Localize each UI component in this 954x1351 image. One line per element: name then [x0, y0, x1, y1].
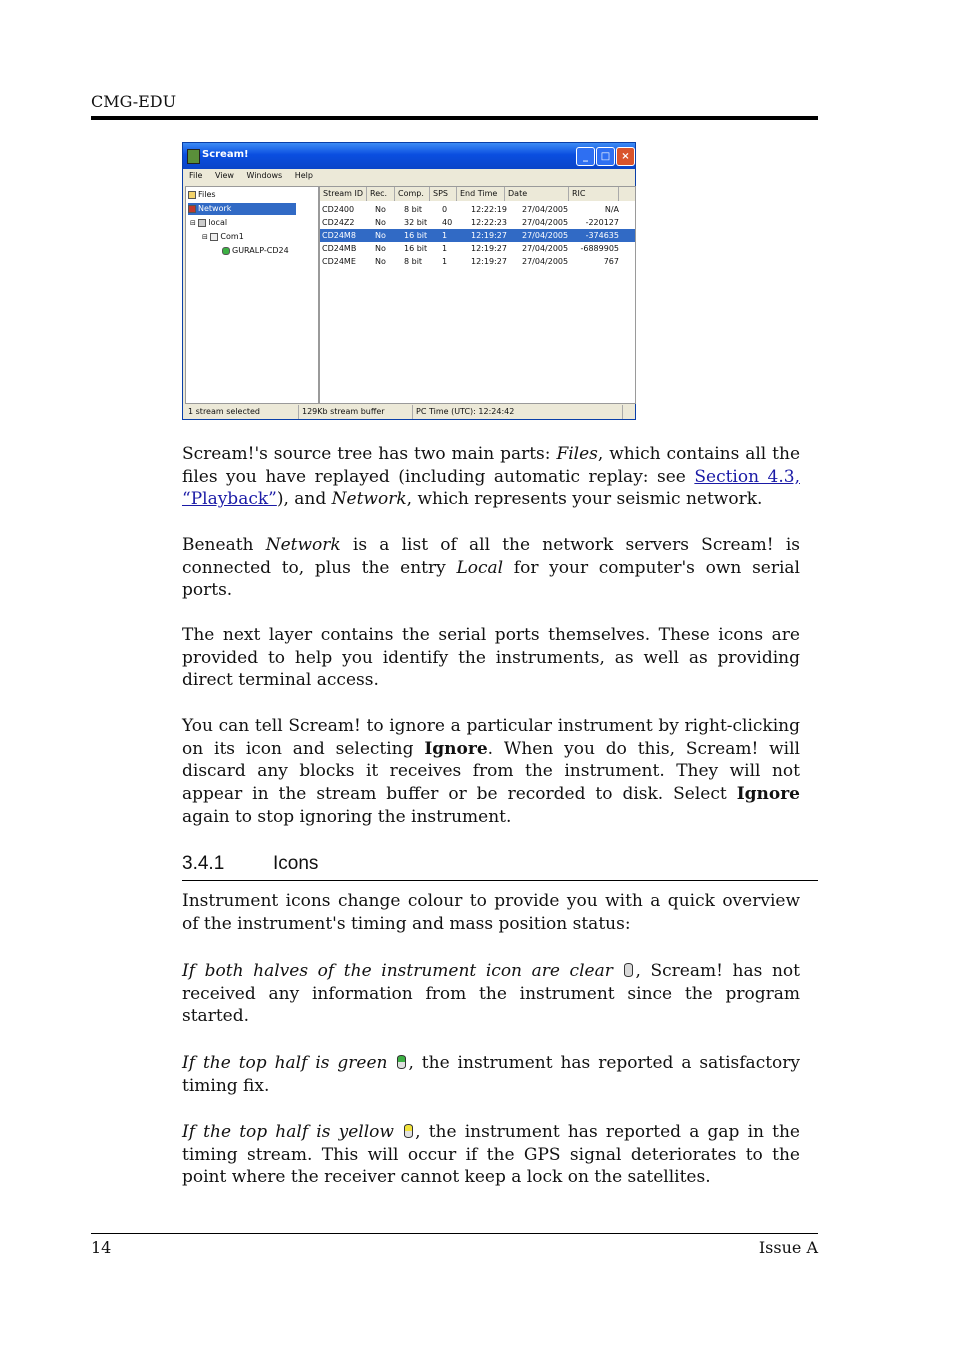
- menu-file: File: [189, 171, 203, 180]
- table-cell: No: [375, 205, 386, 214]
- table-cell: 12:19:27: [471, 257, 507, 266]
- col-end-time: End Time: [457, 187, 505, 201]
- p4-ignore-2: Ignore: [736, 784, 800, 805]
- table-cell: CD24M8: [322, 231, 356, 240]
- table-cell: 16 bit: [404, 231, 428, 240]
- instrument-icon: [222, 247, 230, 255]
- p4-text-b: . When you do this, Scream! will discard any blocks it receives from the instrument. They will not appear in the stream buffer or be recorded to disk. Select: [182, 738, 800, 805]
- p2-network: Network: [265, 535, 341, 555]
- source-tree: [185, 186, 319, 404]
- minimize-icon: _: [576, 147, 595, 166]
- tree-item-files: [188, 189, 216, 201]
- paragraph-clear-icon: [182, 960, 800, 1028]
- p1-network: Network: [331, 489, 407, 510]
- status-bar: [183, 405, 635, 419]
- p6-italic: If both halves of the instrument icon are clear: [182, 961, 613, 981]
- col-sps: SPS: [430, 187, 457, 201]
- p1-files: Files: [556, 444, 598, 464]
- p4-text-c: again to stop ignoring the instrument.: [182, 806, 512, 827]
- table-cell: 767: [603, 257, 619, 266]
- paragraph-ignore: [182, 715, 800, 829]
- tree-label-files: Files: [198, 190, 216, 199]
- menu-view: View: [214, 171, 234, 180]
- table-cell: -220127: [585, 218, 619, 227]
- table-cell: CD24Z2: [322, 218, 355, 227]
- issue-label: Issue A: [758, 1238, 818, 1257]
- table-cell: 27/04/2005: [522, 257, 569, 266]
- tree-label-com1: Com1: [220, 232, 244, 241]
- paragraph-green-icon: [182, 1052, 800, 1097]
- table-cell: 40: [442, 218, 453, 227]
- section-rule: [182, 880, 818, 881]
- table-cell: 0: [442, 205, 448, 214]
- p8-text: , the instrument has reported a gap in the timing stream. This will occur if the GPS signal deteriorates to the point where the receiver cannot keep a lock on the satellites.: [182, 1122, 800, 1188]
- table-cell: CD24MB: [322, 244, 357, 253]
- tree-label-instrument: GURALP-CD24: [232, 246, 289, 255]
- table-cell: 1: [442, 231, 448, 240]
- footer-rule: [91, 1233, 818, 1234]
- stream-list-header: [320, 187, 635, 201]
- menu-windows: Windows: [246, 171, 283, 180]
- page-number: 14: [91, 1238, 112, 1257]
- status-selection: 1 stream selected: [185, 405, 299, 419]
- tree-item-instrument: [222, 245, 289, 257]
- table-cell: 12:22:19: [471, 205, 507, 214]
- table-cell: 1: [442, 257, 448, 266]
- table-cell: 1: [442, 244, 448, 253]
- col-rec: Rec.: [367, 187, 395, 201]
- p6-text: , Scream! has not received any information from the instrument since the program started.: [182, 961, 800, 1027]
- tree-label-local: local: [208, 218, 228, 227]
- yellow-instrument-icon: [404, 1124, 413, 1138]
- status-buffer: 129Kb stream buffer: [299, 405, 413, 419]
- tree-item-com1: [202, 231, 244, 243]
- p2-text-b: is a list of all the network servers Scream! is connected to, plus the entry: [182, 535, 800, 578]
- table-cell: -6889905: [580, 244, 619, 253]
- p7-italic: If the top half is green: [182, 1053, 388, 1073]
- table-cell: 27/04/2005: [522, 244, 569, 253]
- p2-text-c: for your computer's own serial ports.: [182, 557, 800, 601]
- table-cell: 8 bit: [404, 257, 423, 266]
- table-cell: -374635: [585, 231, 619, 240]
- section-title: Icons: [273, 853, 319, 874]
- table-cell: 27/04/2005: [522, 205, 569, 214]
- table-cell: 32 bit: [404, 218, 428, 227]
- table-cell: No: [375, 244, 386, 253]
- tree-label-network: Network: [198, 204, 232, 213]
- table-cell: CD2400: [322, 205, 355, 214]
- table-row: [320, 229, 635, 242]
- serial-port-icon: [210, 233, 218, 241]
- green-instrument-icon: [397, 1055, 406, 1069]
- computer-icon: [198, 219, 206, 227]
- table-cell: 12:22:23: [471, 218, 507, 227]
- p2-text-a: Beneath: [182, 535, 266, 555]
- table-cell: 16 bit: [404, 244, 428, 253]
- table-cell: No: [375, 218, 386, 227]
- p1-text-d: , which represents your seismic network.: [406, 489, 763, 510]
- section-number: 3.4.1: [182, 853, 225, 874]
- table-cell: 12:19:27: [471, 231, 507, 240]
- section-heading: [182, 853, 318, 875]
- p4-text-a: You can tell Scream! to ignore a particular instrument by right-clicking on its icon and selecting: [182, 716, 800, 759]
- network-icon: [188, 205, 196, 213]
- header-rule: [91, 116, 818, 120]
- menu-bar: [183, 169, 635, 183]
- table-cell: No: [375, 257, 386, 266]
- table-row: [320, 242, 635, 255]
- paragraph-icons-intro: Instrument icons change colour to provide you with a quick overview of the instrument's timing and mass position status:: [182, 891, 800, 934]
- table-row: [320, 216, 635, 229]
- p4-ignore-1: Ignore: [424, 738, 488, 759]
- clear-instrument-icon: [624, 963, 633, 977]
- menu-help: Help: [294, 171, 313, 180]
- paragraph-serial-ports: The next layer contains the serial ports themselves. These icons are provided to help you identify the instruments, as well as providing direct terminal access.: [182, 625, 800, 691]
- scream-window-screenshot: [182, 142, 636, 420]
- table-cell: 8 bit: [404, 205, 423, 214]
- table-cell: 27/04/2005: [522, 231, 569, 240]
- table-row: [320, 203, 635, 216]
- tree-item-network: [188, 203, 296, 215]
- p1-text-a: Scream!'s source tree has two main parts:: [182, 444, 557, 464]
- collapse-icon: ⊟: [190, 219, 196, 227]
- maximize-icon: □: [596, 147, 615, 166]
- tree-item-local: [190, 217, 227, 229]
- folder-icon: [188, 191, 196, 199]
- table-cell: N/A: [604, 205, 619, 214]
- p2-local: Local: [456, 557, 504, 578]
- running-header: CMG-EDU: [91, 92, 177, 111]
- col-stream-id: Stream ID: [320, 187, 367, 201]
- window-titlebar: [183, 143, 635, 169]
- table-row: [320, 255, 635, 268]
- table-cell: 27/04/2005: [522, 218, 569, 227]
- col-date: Date: [505, 187, 569, 201]
- table-cell: CD24ME: [322, 257, 356, 266]
- col-ric: RIC: [569, 187, 619, 201]
- playback-section-link[interactable]: Section 4.3, “Playback”: [182, 466, 800, 510]
- p8-italic: If the top half is yellow: [182, 1122, 394, 1142]
- stream-list: [319, 186, 636, 404]
- col-comp: Comp.: [395, 187, 430, 201]
- paragraph-source-tree: [182, 443, 800, 511]
- paragraph-yellow-icon: [182, 1121, 800, 1189]
- window-title: Scream!: [202, 149, 249, 160]
- p1-text-b: , which contains all the files you have replayed (including automatic replay: see: [182, 444, 801, 487]
- paragraph-network: [182, 534, 800, 602]
- table-cell: No: [375, 231, 386, 240]
- p1-text-c: ), and: [276, 489, 332, 510]
- p7-text: , the instrument has reported a satisfactory timing fix.: [182, 1053, 801, 1096]
- status-pc-time: PC Time (UTC): 12:24:42: [413, 405, 623, 419]
- scream-app-icon: [187, 149, 200, 164]
- collapse-icon: ⊟: [202, 233, 208, 241]
- close-icon: ×: [616, 147, 635, 166]
- table-cell: 12:19:27: [471, 244, 507, 253]
